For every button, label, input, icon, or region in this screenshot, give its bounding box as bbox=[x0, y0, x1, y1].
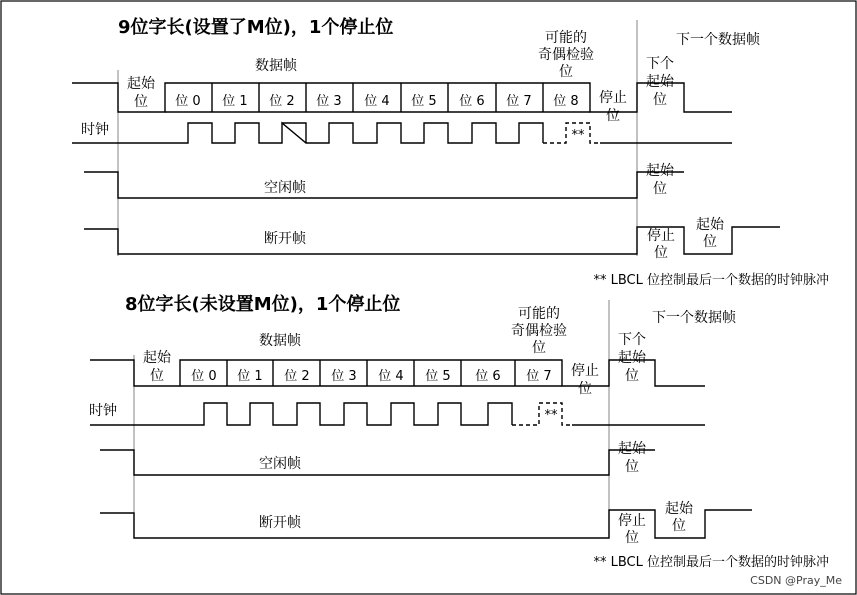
break-frame-label: 断开帧 bbox=[259, 515, 301, 531]
break-stop-label-line2: 位 bbox=[625, 530, 639, 546]
bit-label: 位 5 bbox=[425, 369, 451, 384]
diagram-title: 8位字长(未设置M位)，1个停止位 bbox=[125, 294, 401, 315]
idle-start-label-line2: 位 bbox=[653, 181, 667, 197]
break-frame-label: 断开帧 bbox=[264, 231, 306, 247]
idle-frame-waveform bbox=[100, 450, 655, 475]
break-stop-label-line1: 停止 bbox=[618, 513, 646, 529]
start-bit-label-line1: 起始 bbox=[127, 76, 155, 92]
break-start-label-line2: 位 bbox=[703, 234, 717, 250]
parity-label-line2: 奇偶检验 bbox=[538, 47, 594, 63]
break-frame-waveform bbox=[84, 227, 780, 254]
clock-last-pulse bbox=[512, 403, 572, 425]
data-frame-label: 数据帧 bbox=[255, 58, 297, 74]
diagram-8bit bbox=[89, 293, 829, 570]
next-start-label-line2: 起始 bbox=[646, 74, 674, 90]
diagram-title: 9位字长(设置了M位)，1个停止位 bbox=[118, 17, 394, 38]
idle-frame-label: 空闲帧 bbox=[259, 456, 301, 472]
footnote: ** LBCL 位控制最后一个数据的时钟脉冲 bbox=[593, 555, 829, 570]
start-bit-label-line1: 起始 bbox=[143, 350, 171, 366]
next-start-label-line1: 下个 bbox=[646, 56, 674, 72]
clock-note-mark: ** bbox=[544, 408, 558, 423]
parity-label-line1: 可能的 bbox=[518, 306, 560, 322]
parity-label-line3: 位 bbox=[559, 64, 573, 80]
bit-dividers bbox=[227, 360, 515, 386]
stop-bit-label-line2: 位 bbox=[578, 381, 592, 397]
next-frame-label: 下一个数据帧 bbox=[652, 310, 736, 326]
data-frame-label: 数据帧 bbox=[259, 333, 301, 349]
next-frame-label: 下一个数据帧 bbox=[676, 32, 760, 48]
clock-waveform bbox=[72, 123, 543, 143]
break-start-label-line1: 起始 bbox=[665, 501, 693, 517]
bit-label: 位 7 bbox=[526, 369, 552, 384]
stop-bit-label-line1: 停止 bbox=[571, 363, 599, 379]
bit-label: 位 2 bbox=[284, 369, 310, 384]
bit-label: 位 6 bbox=[475, 369, 501, 384]
next-start-label-line2: 起始 bbox=[618, 350, 646, 366]
idle-start-label-line2: 位 bbox=[625, 459, 639, 475]
bit-label: 位 1 bbox=[222, 94, 248, 109]
bit-label: 位 5 bbox=[411, 94, 437, 109]
bit-label: 位 4 bbox=[364, 94, 390, 109]
clock-label: 时钟 bbox=[81, 122, 109, 138]
clock-label: 时钟 bbox=[89, 403, 117, 419]
break-stop-label-line2: 位 bbox=[654, 245, 668, 261]
next-start-label-line3: 位 bbox=[653, 92, 667, 108]
bit-label: 位 6 bbox=[459, 94, 485, 109]
break-frame-waveform bbox=[100, 510, 752, 538]
next-start-label-line1: 下个 bbox=[618, 332, 646, 348]
footnote: ** LBCL 位控制最后一个数据的时钟脉冲 bbox=[593, 273, 829, 288]
idle-frame-label: 空闲帧 bbox=[264, 180, 306, 196]
data-waveform bbox=[72, 83, 732, 112]
idle-start-label-line1: 起始 bbox=[646, 163, 674, 179]
break-stop-label-line1: 停止 bbox=[647, 228, 675, 244]
clock-waveform bbox=[90, 403, 512, 425]
watermark: CSDN @Pray_Me bbox=[750, 574, 842, 587]
bit-label: 位 4 bbox=[378, 369, 404, 384]
bit-label: 位 1 bbox=[237, 369, 263, 384]
bit-label: 位 7 bbox=[506, 94, 532, 109]
next-start-label-line3: 位 bbox=[625, 368, 639, 384]
diagram-9bit bbox=[72, 16, 829, 288]
bit-label: 位 3 bbox=[331, 369, 357, 384]
break-start-label-line1: 起始 bbox=[696, 217, 724, 233]
bit-label: 位 3 bbox=[316, 94, 342, 109]
parity-label-line1: 可能的 bbox=[545, 30, 587, 46]
bit-label: 位 0 bbox=[191, 369, 217, 384]
idle-frame-waveform bbox=[84, 172, 684, 198]
idle-start-label-line1: 起始 bbox=[618, 441, 646, 457]
bit-labels bbox=[191, 369, 551, 384]
parity-label-line3: 位 bbox=[532, 340, 546, 356]
parity-label-line2: 奇偶检验 bbox=[511, 323, 567, 339]
stop-bit-label-line2: 位 bbox=[606, 108, 620, 124]
break-start-label-line2: 位 bbox=[672, 518, 686, 534]
stop-bit-label-line1: 停止 bbox=[599, 90, 627, 106]
bit-label: 位 0 bbox=[175, 94, 201, 109]
bit-labels bbox=[175, 94, 578, 109]
bit-label: 位 2 bbox=[269, 94, 295, 109]
start-bit-label-line2: 位 bbox=[134, 94, 148, 110]
start-bit-label-line2: 位 bbox=[150, 368, 164, 384]
bit-label: 位 8 bbox=[553, 94, 579, 109]
clock-note-mark: ** bbox=[571, 128, 585, 143]
